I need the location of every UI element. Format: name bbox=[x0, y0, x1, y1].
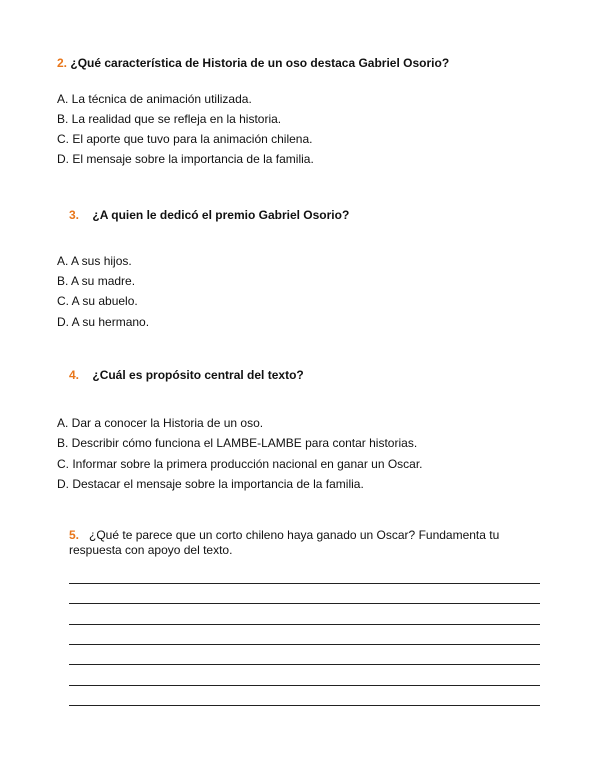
question-3-option-c: C. A su abuelo. bbox=[57, 294, 138, 308]
question-5-number: 5. bbox=[69, 528, 80, 542]
question-4-number: 4. bbox=[69, 368, 80, 382]
question-2-number: 2. bbox=[57, 56, 68, 70]
question-4-option-b: B. Describir cómo funciona el LAMBE-LAMBE para contar historias. bbox=[57, 436, 418, 450]
question-5-text: ¿Qué te parece que un corto chileno haya ganado un Oscar? Fundamenta tu respuesta con apoyo del texto. bbox=[69, 528, 500, 557]
question-3-number: 3. bbox=[69, 208, 80, 222]
question-2-option-a: A. La técnica de animación utilizada. bbox=[57, 92, 252, 106]
question-2-option-c: C. El aporte que tuvo para la animación chilena. bbox=[57, 132, 313, 146]
question-2-text: ¿Qué característica de Historia de un oso destaca Gabriel Osorio? bbox=[70, 56, 450, 70]
question-3-option-d: D. A su hermano. bbox=[57, 315, 150, 329]
question-3-text: ¿A quien le dedicó el premio Gabriel Osorio? bbox=[92, 208, 350, 222]
question-4-option-c: C. Informar sobre la primera producción nacional en ganar un Oscar. bbox=[57, 457, 423, 471]
question-3-title bbox=[69, 208, 349, 223]
question-4-text: ¿Cuál es propósito central del texto? bbox=[92, 368, 304, 382]
answer-line[interactable] bbox=[69, 583, 540, 584]
question-3-option-b: B. A su madre. bbox=[57, 274, 136, 288]
question-2-option-d: D. El mensaje sobre la importancia de la familia. bbox=[57, 152, 314, 166]
answer-line[interactable] bbox=[69, 624, 540, 625]
question-4-option-d: D. Destacar el mensaje sobre la importancia de la familia. bbox=[57, 477, 364, 491]
question-3-option-a: A. A sus hijos. bbox=[57, 254, 132, 268]
answer-line[interactable] bbox=[69, 664, 540, 665]
answer-line[interactable] bbox=[69, 603, 540, 604]
question-2-title bbox=[57, 56, 449, 71]
question-2-option-b: B. La realidad que se refleja en la historia. bbox=[57, 112, 282, 126]
answer-line[interactable] bbox=[69, 705, 540, 706]
answer-line[interactable] bbox=[69, 644, 540, 645]
question-4-option-a: A. Dar a conocer la Historia de un oso. bbox=[57, 416, 264, 430]
question-4-title bbox=[69, 368, 304, 383]
answer-line[interactable] bbox=[69, 685, 540, 686]
question-5-title bbox=[69, 528, 539, 558]
